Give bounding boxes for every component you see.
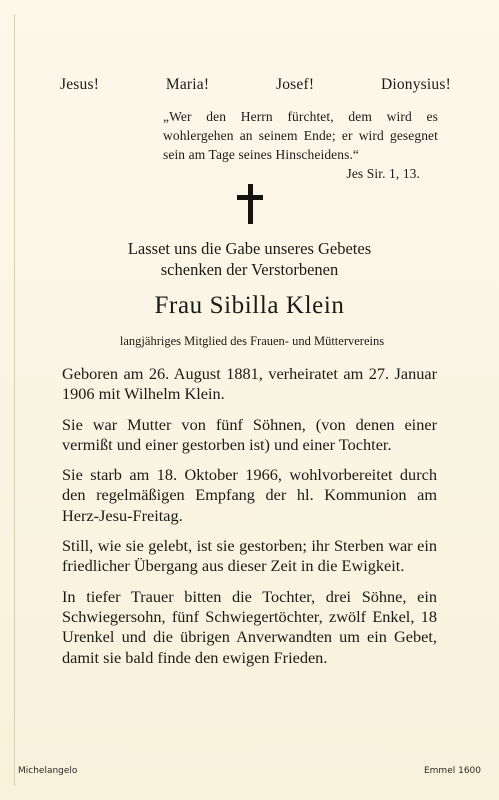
- holy-name: Josef!: [275, 76, 315, 93]
- obituary-paragraph-death: Sie starb am 18. Oktober 1966, wohlvorbereitet durch den regelmäßigen Empfang der hl. Kommunion am Herz-Jesu-Freitag.: [62, 465, 437, 525]
- footer-left: Michelangelo: [18, 766, 78, 776]
- holy-name: Jesus!: [60, 76, 100, 93]
- obituary-body: [62, 364, 437, 678]
- quote-text: „Wer den Herrn fürchtet, dem wird es wohlergehen an seinem Ende; er wird gesegnet sein am Tage seines Hinscheidens.“: [163, 109, 438, 162]
- deceased-membership: langjähriges Mitglied des Frauen- und Müttervereins: [119, 334, 385, 348]
- obituary-paragraph-mourners: In tiefer Trauer bitten die Tochter, drei Söhne, ein Schwiegersohn, fünf Schwiegertöchter, zwölf Enkel, 18 Urenkel und die übrigen Anverwandten um ein Gebet, damit sie bald finde den ewigen Frieden.: [62, 586, 437, 667]
- scripture-quote: [163, 107, 438, 183]
- obituary-paragraph-birth: Geboren am 26. August 1881, verheiratet am 27. Januar 1906 mit Wilhelm Klein.: [62, 364, 437, 404]
- obituary-paragraph-children: Sie war Mutter von fünf Söhnen, (von denen einer vermißt und einer gestorben ist) und einer Tochter.: [62, 414, 437, 454]
- holy-name: Maria!: [165, 76, 210, 93]
- cross-icon: [236, 184, 264, 224]
- prayer-intro: [60, 238, 439, 280]
- printer-footer: [18, 766, 481, 776]
- obituary-paragraph-passing: Still, wie sie gelebt, ist sie gestorben; ihr Sterben war ein friedlicher Übergang aus dieser Zeit in die Ewigkeit.: [62, 536, 437, 576]
- deceased-name: Frau Sibilla Klein: [154, 292, 345, 319]
- holy-names-row: [60, 76, 451, 94]
- quote-reference: Jes Sir. 1, 13.: [346, 166, 420, 181]
- prayer-intro-line-1: Lasset uns die Gabe unseres Gebetes: [127, 239, 372, 258]
- holy-name: Dionysius!: [380, 76, 451, 93]
- footer-right: Emmel 1600: [423, 766, 481, 776]
- prayer-intro-line-2: schenken der Verstorbenen: [160, 260, 339, 279]
